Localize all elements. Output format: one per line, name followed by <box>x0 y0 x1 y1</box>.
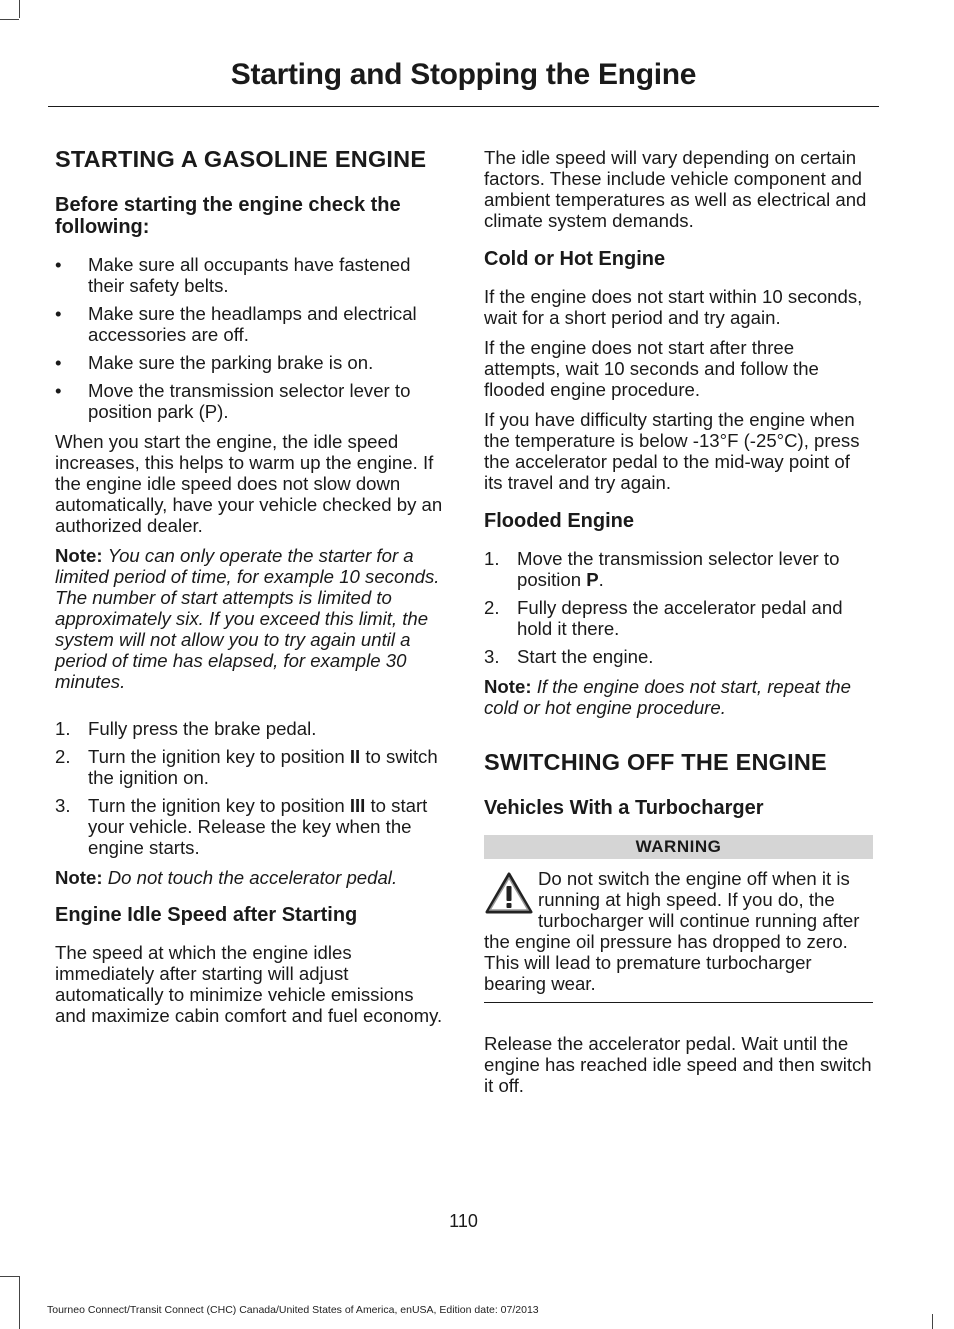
list-item: 3. Start the engine. <box>484 646 654 667</box>
bullet: • <box>55 303 62 324</box>
paragraph-cold-2: If the engine does not start after three attempts, wait 10 seconds and follow the flooded engine procedure. <box>484 337 819 400</box>
header-rule <box>48 106 879 107</box>
note-accelerator: Note: Do not touch the accelerator pedal. <box>55 867 398 888</box>
page-number: 110 <box>449 1211 478 1231</box>
list-item: 2. Fully depress the accelerator pedal and hold it there. <box>484 597 843 639</box>
paragraph-cold-1: If the engine does not start within 10 seconds, wait for a short period and try again. <box>484 286 863 328</box>
warning-triangle-icon <box>484 871 534 915</box>
list-item: 1. Fully press the brake pedal. <box>55 718 317 739</box>
section-heading-starting: STARTING A GASOLINE ENGINE <box>55 146 427 172</box>
list-item: 3. Turn the ignition key to position III to start your vehicle. Release the key when the engine starts. <box>55 795 428 858</box>
crop-mark <box>19 0 20 18</box>
crop-mark <box>0 19 19 20</box>
crop-mark <box>0 1276 19 1277</box>
bullet: • <box>55 352 62 373</box>
left-column <box>55 145 445 1035</box>
check-list <box>55 254 445 422</box>
list-item: 2. Turn the ignition key to position II to switch the ignition on. <box>55 746 438 788</box>
page-header: Starting and Stopping the Engine <box>230 58 697 91</box>
paragraph-idle-speed: The speed at which the engine idles immediately after starting will adjust automatically to minimize vehicle emissions and maximize cabin comfort and fuel economy. <box>55 942 443 1026</box>
right-column <box>484 147 873 1105</box>
paragraph-cold-3: If you have difficulty starting the engine when the temperature is below -13°F (-25°C), press the accelerator pedal to the mid-way point of its travel and try again. <box>484 409 860 493</box>
bullet: • <box>55 380 62 401</box>
list-item: • Move the transmission selector lever to position park (P). <box>55 380 411 422</box>
subheading-idle-speed: Engine Idle Speed after Starting <box>55 904 358 926</box>
warning-rule <box>484 1002 873 1003</box>
note-repeat: Note: If the engine does not start, repeat the cold or hot engine procedure. <box>484 676 851 718</box>
list-item: • Make sure the headlamps and electrical accessories are off. <box>55 303 417 345</box>
subheading-before-starting: Before starting the engine check the following: <box>55 194 401 238</box>
subheading-cold-hot: Cold or Hot Engine <box>484 248 666 270</box>
crop-mark <box>19 1276 20 1329</box>
flooded-steps <box>484 548 873 667</box>
crop-mark <box>932 1314 933 1329</box>
paragraph-idle-increase: When you start the engine, the idle speed increases, this helps to warm up the engine. If the engine idle speed does not slow down automatically, have your vehicle checked by an authorized dealer. <box>55 431 443 536</box>
list-item: 1. Move the transmission selector lever to position P. <box>484 548 840 590</box>
start-steps <box>55 718 445 858</box>
warning-label: WARNING <box>484 835 873 859</box>
note-starter-limit: Note: You can only operate the starter for a limited period of time, for example 10 seconds. The number of start attempts is limited to approximately six. If you exceed this limit, the system will not allow you to try again until a period of time has elapsed, for example 30 minutes. <box>55 545 440 692</box>
subheading-turbocharger: Vehicles With a Turbocharger <box>484 797 764 819</box>
list-item: • Make sure all occupants have fastened their safety belts. <box>55 254 411 296</box>
list-item: • Make sure the parking brake is on. <box>55 352 374 373</box>
paragraph-idle-vary: The idle speed will vary depending on certain factors. These include vehicle component and ambient temperatures as well as electrical and climate system demands. <box>484 147 867 231</box>
section-heading-switching-off: SWITCHING OFF THE ENGINE <box>484 749 827 775</box>
footer: Tourneo Connect/Transit Connect (CHC) Canada/United States of America, enUSA, Edition date: 07/2013 <box>47 1304 539 1316</box>
subheading-flooded: Flooded Engine <box>484 510 634 532</box>
paragraph-release: Release the accelerator pedal. Wait until the engine has reached idle speed and then switch it off. <box>484 1033 872 1096</box>
bullet: • <box>55 254 62 275</box>
warning-text: Do not switch the engine off when it is running at high speed. If you do, the turbocharger will continue running after the engine oil pressure has dropped to zero. This will lead to premature turbocharger bearing wear. <box>484 868 860 994</box>
